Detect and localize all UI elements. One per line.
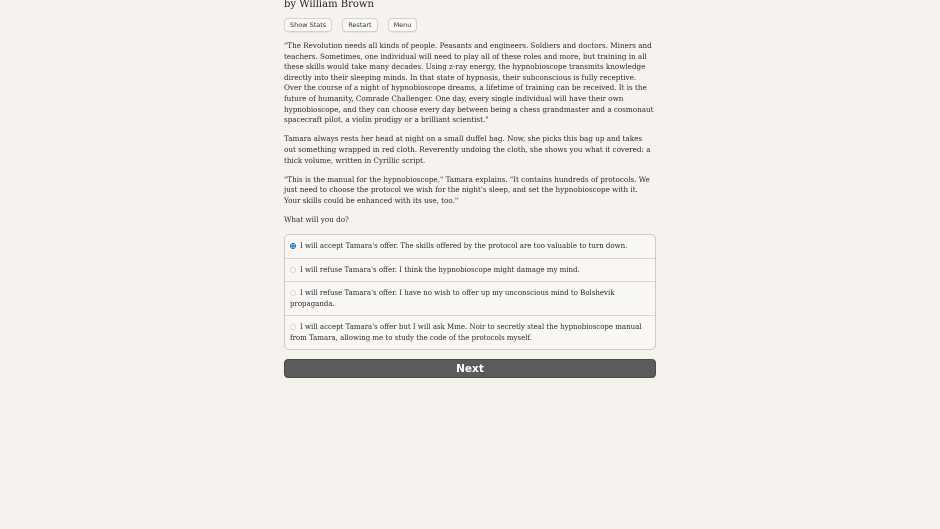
story-paragraph: Tamara always rests her head at night on a small duffel bag. Now, she picks this bag up and takes out something wrapped in red cloth. Reverently undoing the cloth, she shows you what it covered: a thick volume, written in Cyrillic script. (284, 134, 651, 165)
next-button[interactable]: Next (284, 359, 656, 378)
author-byline: by William Brown (284, 0, 374, 10)
restart-button[interactable]: Restart (342, 18, 377, 32)
menu-button[interactable]: Menu (388, 18, 418, 32)
story-text (284, 41, 656, 226)
choice-prompt: What will you do? (284, 215, 349, 225)
choice-label: I will accept Tamara's offer but I will ask Mme. Noir to secretly steal the hypnobioscope manual from Tamara, allowing me to study the code of the protocols myself. (290, 323, 642, 342)
choice-label: I will accept Tamara's offer. The skills offered by the protocol are too valuable to turn down. (300, 242, 628, 251)
game-page (284, 0, 656, 378)
choice-label: I will refuse Tamara's offer. I think the hypnobioscope might damage my mind. (300, 265, 580, 274)
toolbar (284, 18, 656, 32)
radio-button-icon[interactable] (290, 324, 296, 330)
choice-list (284, 234, 656, 350)
choice-option-2[interactable] (285, 258, 655, 282)
show-stats-button[interactable]: Show Stats (284, 18, 332, 32)
radio-button-icon[interactable] (290, 243, 296, 249)
choice-option-3[interactable] (285, 281, 655, 315)
choice-option-4[interactable] (285, 315, 655, 349)
choice-option-1[interactable] (285, 235, 655, 258)
radio-button-icon[interactable] (290, 267, 296, 273)
story-paragraph: "This is the manual for the hypnobioscope," Tamara explains. "It contains hundreds of protocols. We just need to choose the protocol we wish for the night's sleep, and set the hypnobioscope with it. Your skills could be enhanced with its use, too." (284, 174, 650, 205)
story-paragraph: "The Revolution needs all kinds of people. Peasants and engineers. Soldiers and doctors. Miners and teachers. Sometimes, one individual will need to play all of these roles and more, but training in all these skills would take many decades. Using z-ray energy, the hypnobioscope transmits knowledge directly into their sleeping minds. In that state of hypnosis, their subconscious is fully receptive. Over the course of a night of hypnobioscope dreams, a lifetime of training can be received. It is the future of humanity, Comrade Challenger. One day, every single individual will have their own hypnobioscope, and they can choose every day between being a chess grandmaster and a cosmonaut spacecraft pilot, a violin prodigy or a brilliant scientist." (284, 41, 654, 125)
choice-label: I will refuse Tamara's offer. I have no wish to offer up my unconscious mind to Bolshevik propaganda. (290, 289, 615, 308)
radio-button-icon[interactable] (290, 290, 296, 296)
